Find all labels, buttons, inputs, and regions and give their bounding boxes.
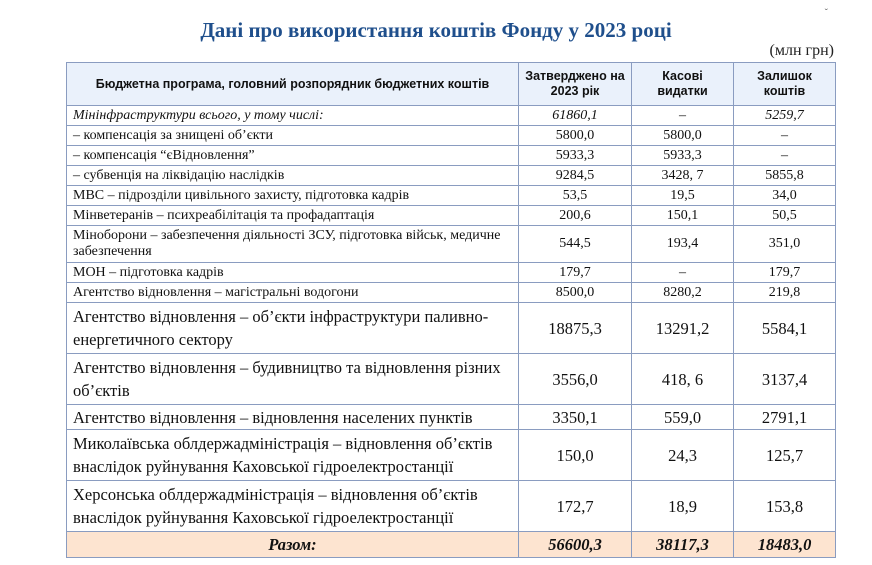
- table-row: [67, 481, 836, 532]
- table-row: [67, 186, 836, 206]
- table-row: [67, 166, 836, 186]
- row-label: – компенсація за знищені об’єкти: [67, 126, 519, 146]
- row-label: Агентство відновлення – будивництво та відновлення різних об’єктів: [67, 354, 519, 405]
- row-approved: 9284,5: [519, 166, 632, 186]
- row-spent: 5800,0: [632, 126, 734, 146]
- table-row: [67, 106, 836, 126]
- row-spent: 3428, 7: [632, 166, 734, 186]
- row-label: МОН – підготовка кадрів: [67, 263, 519, 283]
- header-approved: Затверджено на 2023 рік: [519, 63, 632, 106]
- row-spent: 18,9: [632, 481, 734, 532]
- row-balance: 351,0: [734, 226, 836, 263]
- row-approved: 61860,1: [519, 106, 632, 126]
- row-label: Агентство відновлення – об’єкти інфраструктури паливно-енергетичного сектору: [67, 303, 519, 354]
- row-balance: 125,7: [734, 430, 836, 481]
- header-spent: Касові видатки: [632, 63, 734, 106]
- row-approved: 172,7: [519, 481, 632, 532]
- total-label: Разом:: [67, 532, 519, 558]
- row-label: – субвенція на ліквідацію наслідків: [67, 166, 519, 186]
- table-row: [67, 354, 836, 405]
- table-header-row: [67, 63, 836, 106]
- table-row: [67, 303, 836, 354]
- unit-label: (млн грн): [769, 42, 834, 59]
- table-row: [67, 405, 836, 430]
- header-balance: Залишок коштів: [734, 63, 836, 106]
- row-approved: 3350,1: [519, 405, 632, 430]
- row-spent: 5933,3: [632, 146, 734, 166]
- table-row: [67, 430, 836, 481]
- header-program: Бюджетна програма, головний розпорядник бюджетних коштів: [67, 63, 519, 106]
- row-spent: 8280,2: [632, 283, 734, 303]
- row-balance: 5855,8: [734, 166, 836, 186]
- row-spent: 13291,2: [632, 303, 734, 354]
- row-approved: 150,0: [519, 430, 632, 481]
- row-approved: 5800,0: [519, 126, 632, 146]
- total-approved: 56600,3: [519, 532, 632, 558]
- row-balance: 50,5: [734, 206, 836, 226]
- row-spent: 19,5: [632, 186, 734, 206]
- row-label: Агентство відновлення – відновлення населених пунктів: [67, 405, 519, 430]
- row-label: МВС – підрозділи цивільного захисту, підготовка кадрів: [67, 186, 519, 206]
- row-spent: 150,1: [632, 206, 734, 226]
- row-balance: 5584,1: [734, 303, 836, 354]
- table-row: [67, 126, 836, 146]
- row-spent: –: [632, 263, 734, 283]
- row-label: Агентство відновлення – магістральні водогони: [67, 283, 519, 303]
- row-balance: –: [734, 146, 836, 166]
- row-label: – компенсація “єВідновлення”: [67, 146, 519, 166]
- row-spent: 418, 6: [632, 354, 734, 405]
- row-label: Херсонська облдержадміністрація – відновлення об’єктів внаслідок руйнування Каховської гідроелектростанції: [67, 481, 519, 532]
- row-balance: 219,8: [734, 283, 836, 303]
- corner-mark: ˇ: [824, 8, 828, 19]
- row-label: Мінветеранів – психреабілітація та профадаптація: [67, 206, 519, 226]
- row-approved: 5933,3: [519, 146, 632, 166]
- row-balance: 153,8: [734, 481, 836, 532]
- row-balance: 3137,4: [734, 354, 836, 405]
- row-approved: 200,6: [519, 206, 632, 226]
- row-balance: 179,7: [734, 263, 836, 283]
- fund-usage-table: [66, 62, 836, 558]
- page-title: Дані про використання коштів Фонду у 2023 році: [200, 18, 672, 42]
- total-spent: 38117,3: [632, 532, 734, 558]
- total-row: [67, 532, 836, 558]
- row-spent: 559,0: [632, 405, 734, 430]
- table-row: [67, 146, 836, 166]
- row-balance: 2791,1: [734, 405, 836, 430]
- row-label: Мінінфраструктури всього, у тому числі:: [67, 106, 519, 126]
- row-approved: 18875,3: [519, 303, 632, 354]
- row-spent: 193,4: [632, 226, 734, 263]
- row-spent: 24,3: [632, 430, 734, 481]
- row-balance: 5259,7: [734, 106, 836, 126]
- row-approved: 544,5: [519, 226, 632, 263]
- row-spent: –: [632, 106, 734, 126]
- row-label: Міноборони – забезпечення діяльності ЗСУ, підготовка військ, медичне забезпечення: [67, 226, 519, 263]
- table-row: [67, 263, 836, 283]
- total-balance: 18483,0: [734, 532, 836, 558]
- row-label: Миколаївська облдержадміністрація – відновлення об’єктів внаслідок руйнування Каховської гідроелектростанції: [67, 430, 519, 481]
- table-row: [67, 283, 836, 303]
- row-balance: 34,0: [734, 186, 836, 206]
- table-row: [67, 206, 836, 226]
- row-balance: –: [734, 126, 836, 146]
- row-approved: 3556,0: [519, 354, 632, 405]
- table-row: [67, 226, 836, 263]
- row-approved: 179,7: [519, 263, 632, 283]
- row-approved: 53,5: [519, 186, 632, 206]
- row-approved: 8500,0: [519, 283, 632, 303]
